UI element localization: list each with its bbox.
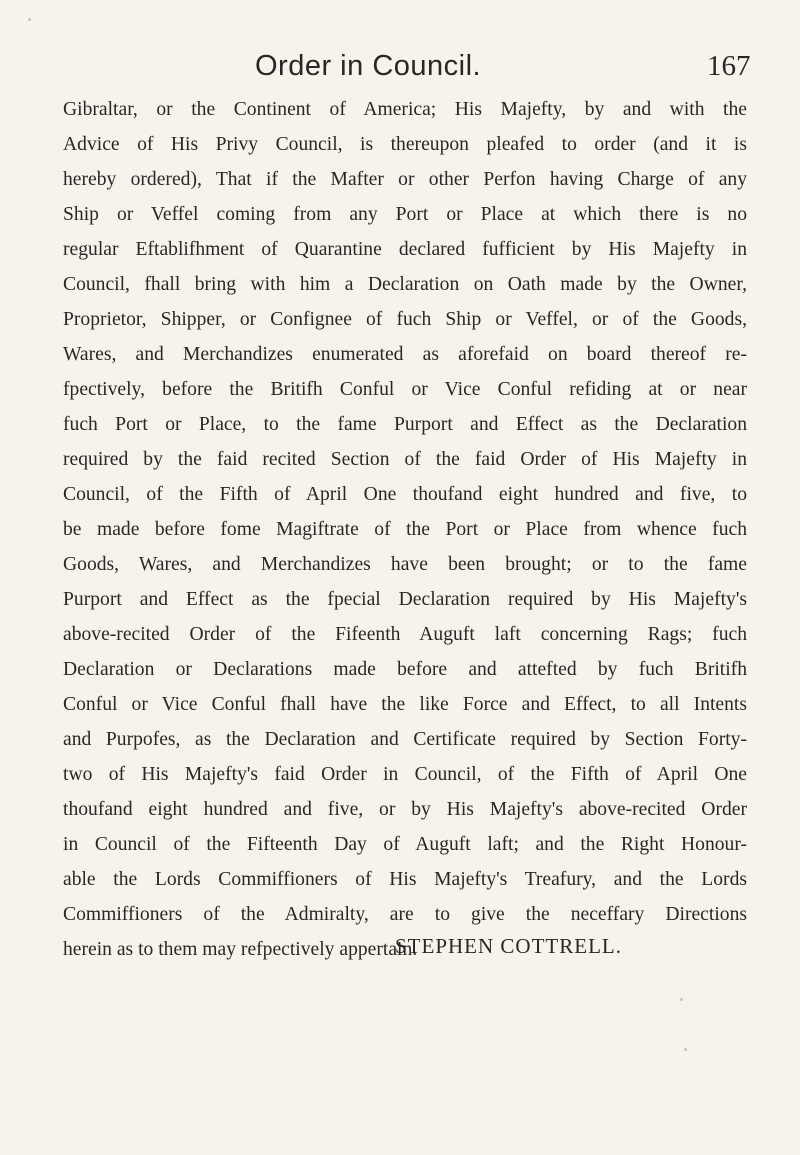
text-line: Proprietor, Shipper, or Confignee of fuch Ship or Veffel, or of the Goods, xyxy=(63,309,747,330)
text-line: fpectively, before the Britifh Conful or Vice Conful refiding at or near xyxy=(63,379,747,400)
text-line: fuch Port or Place, to the fame Purport and Effect as the Declaration xyxy=(63,414,747,435)
text-line: herein as to them may refpectively appertain. xyxy=(63,939,418,960)
text-line: two of His Majefty's faid Order in Council, of the Fifth of April One xyxy=(63,764,747,785)
text-line: Gibraltar, or the Continent of America; His Majefty, by and with the xyxy=(63,99,747,120)
text-line: Council, fhall bring with him a Declaration on Oath made by the Owner, xyxy=(63,274,747,295)
paper-speck xyxy=(28,18,31,21)
text-line: Goods, Wares, and Merchandizes have been brought; or to the fame xyxy=(63,554,747,575)
paper-speck xyxy=(684,1048,687,1051)
text-line: in Council of the Fifteenth Day of Auguft laft; and the Right Honour- xyxy=(63,834,747,855)
text-line: Purport and Effect as the fpecial Declaration required by His Majefty's xyxy=(63,589,747,610)
text-line: hereby ordered), That if the Mafter or other Perfon having Charge of any xyxy=(63,169,747,190)
text-line: Ship or Veffel coming from any Port or Place at which there is no xyxy=(63,204,747,225)
text-line: above-recited Order of the Fifeenth Auguft laft concerning Rags; fuch xyxy=(63,624,747,645)
running-head xyxy=(0,50,800,90)
text-line: regular Eftablifhment of Quarantine declared fufficient by His Majefty in xyxy=(63,239,747,260)
text-line: Council, of the Fifth of April One thoufand eight hundred and five, to xyxy=(63,484,747,505)
text-line: and Purpofes, as the Declaration and Certificate required by Section Forty- xyxy=(63,729,747,750)
paper-speck xyxy=(680,998,683,1001)
text-line: required by the faid recited Section of the faid Order of His Majefty in xyxy=(63,449,747,470)
text-line: be made before fome Magiftrate of the Port or Place from whence fuch xyxy=(63,519,747,540)
signature-name: STEPHEN COTTRELL. xyxy=(395,934,622,958)
text-line: Wares, and Merchandizes enumerated as aforefaid on board thereof re- xyxy=(63,344,747,365)
text-line: able the Lords Commiffioners of His Majefty's Treafury, and the Lords xyxy=(63,869,747,890)
text-line: Commiffioners of the Admiralty, are to give the neceffary Directions xyxy=(63,904,747,925)
page-number: 167 xyxy=(707,50,751,82)
text-line: thoufand eight hundred and five, or by His Majefty's above-recited Order xyxy=(63,799,747,820)
body-paragraph xyxy=(63,92,747,967)
page-title: Order in Council. xyxy=(255,50,482,82)
text-line: Advice of His Privy Council, is thereupon pleafed to order (and it is xyxy=(63,134,747,155)
text-line: Conful or Vice Conful fhall have the like Force and Effect, to all Intents xyxy=(63,694,747,715)
text-line: Declaration or Declarations made before and attefted by fuch Britifh xyxy=(63,659,747,680)
